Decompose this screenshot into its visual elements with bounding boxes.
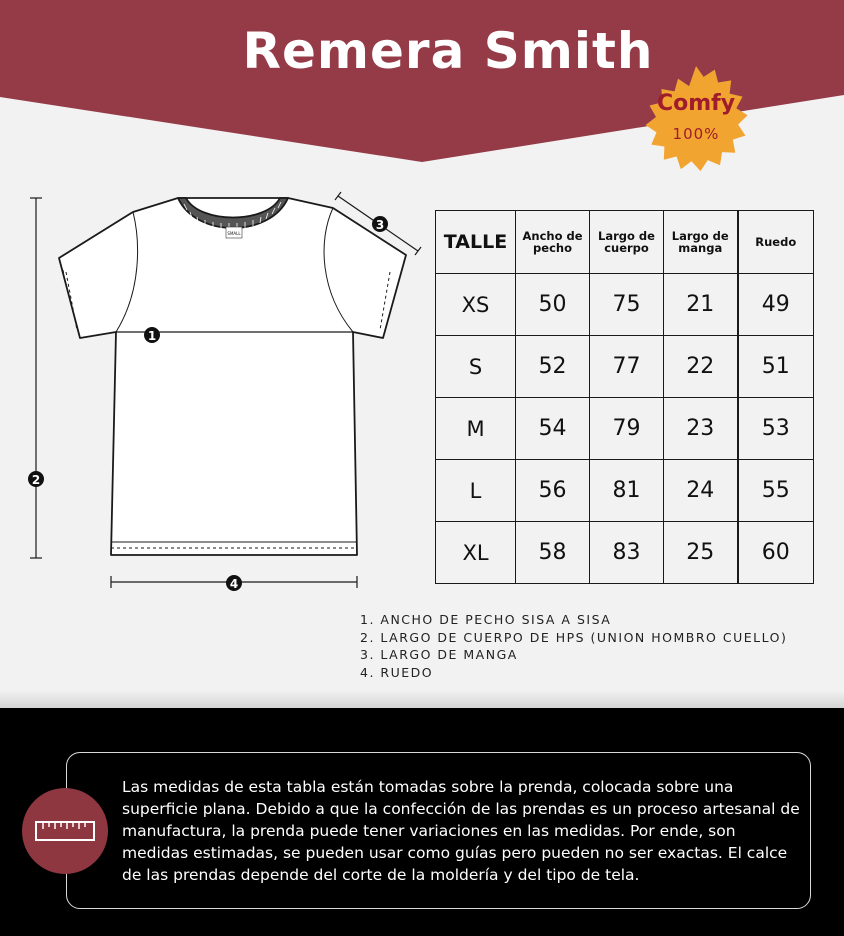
cell-size: L <box>436 460 516 522</box>
legend-item: 1. ANCHO DE PECHO SISA A SISA <box>360 612 612 627</box>
page-title: Remera Smith <box>242 22 654 80</box>
cell-largo-manga: 21 <box>664 274 738 336</box>
svg-text:2: 2 <box>31 473 41 487</box>
cell-size: XS <box>436 274 516 336</box>
table-row <box>436 274 814 336</box>
cell-largo-cuerpo: 83 <box>590 522 664 584</box>
footer-shadow <box>0 690 844 708</box>
comfy-badge <box>640 63 752 175</box>
cell-largo-cuerpo: 81 <box>590 460 664 522</box>
table-row <box>436 336 814 398</box>
svg-text:1: 1 <box>147 329 157 343</box>
header-talle: TALLE <box>436 211 516 274</box>
cell-ancho: 50 <box>516 274 590 336</box>
header-largo-manga: Largo de manga <box>664 211 738 274</box>
cell-ancho: 58 <box>516 522 590 584</box>
cell-size: XL <box>436 522 516 584</box>
cell-ruedo: 51 <box>738 336 814 398</box>
svg-text:4: 4 <box>229 577 239 591</box>
tshirt-diagram <box>0 180 430 600</box>
cell-ruedo: 60 <box>738 522 814 584</box>
tag-text: SMALL <box>227 231 241 236</box>
badge-percentage: 100% <box>672 125 720 143</box>
badge-seal-icon <box>640 63 752 175</box>
badge-label: Comfy <box>656 91 736 116</box>
cell-largo-cuerpo: 77 <box>590 336 664 398</box>
cell-ruedo: 55 <box>738 460 814 522</box>
cell-largo-manga: 22 <box>664 336 738 398</box>
legend-item: 4. RUEDO <box>360 664 434 680</box>
cell-ruedo: 53 <box>738 398 814 460</box>
t-shirt-icon <box>59 198 406 555</box>
cell-ancho: 56 <box>516 460 590 522</box>
header-ancho-pecho: Ancho de pecho <box>516 211 590 274</box>
header-largo-cuerpo: Largo de cuerpo <box>590 211 664 274</box>
table-row <box>436 398 814 460</box>
svg-text:3: 3 <box>375 218 385 232</box>
table-row <box>436 460 814 522</box>
measurement-legend <box>360 611 787 681</box>
size-table <box>435 210 814 584</box>
cell-largo-manga: 24 <box>664 460 738 522</box>
table-header-row <box>436 211 814 274</box>
legend-item: 2. LARGO DE CUERPO DE HPS (UNION HOMBRO CUELLO) <box>360 629 788 645</box>
cell-ruedo: 49 <box>738 274 814 336</box>
cell-ancho: 52 <box>516 336 590 398</box>
ruler-icon-badge <box>22 788 108 874</box>
cell-largo-manga: 23 <box>664 398 738 460</box>
cell-size: M <box>436 398 516 460</box>
cell-size: S <box>436 336 516 398</box>
ruler-icon <box>35 821 95 841</box>
cell-largo-cuerpo: 79 <box>590 398 664 460</box>
table-row <box>436 522 814 584</box>
cell-ancho: 54 <box>516 398 590 460</box>
header-ruedo: Ruedo <box>738 211 814 274</box>
cell-largo-cuerpo: 75 <box>590 274 664 336</box>
note-text: Las medidas de esta tabla están tomadas sobre la prenda, colocada sobre una superficie plana. Debido a que la confección de las prendas es un proceso artesanal de manufactura, la prenda puede tener variaciones en las medidas. Por ende, son medidas estimadas, se pueden usar como guías pero pueden no ser exactas. El calce de las prendas depende del corte de la moldería y del tipo de tela. <box>122 778 800 884</box>
cell-largo-manga: 25 <box>664 522 738 584</box>
legend-item: 3. LARGO DE MANGA <box>360 647 518 662</box>
